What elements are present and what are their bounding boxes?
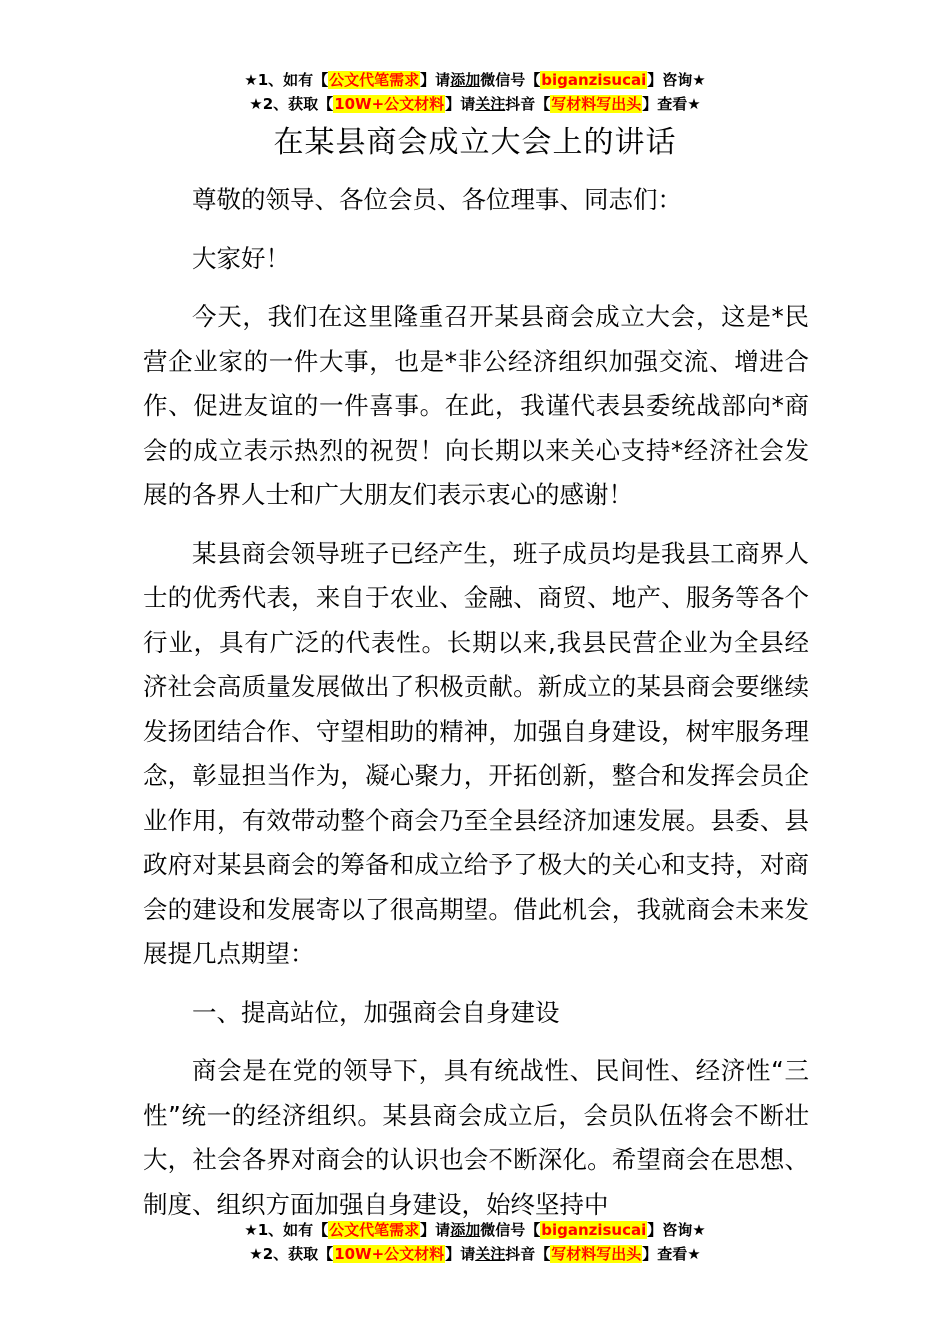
document-body: [143, 178, 809, 1241]
promo-line-1: [0, 68, 950, 92]
promo-text: ★2、获取【: [249, 95, 334, 113]
promo-highlight: 公文代笔需求: [329, 1221, 420, 1239]
promo-line-2: [0, 92, 950, 116]
promo-text: 】咨询★: [647, 1221, 706, 1239]
promo-text: ★1、如有【: [244, 71, 329, 89]
promo-text: ★1、如有【: [244, 1221, 329, 1239]
promo-text: 】咨询★: [647, 71, 706, 89]
promo-highlight-wechat-id: biganzisucai: [541, 1221, 647, 1239]
promo-text: 】请: [445, 95, 476, 113]
greeting-paragraph: 大家好！: [192, 243, 290, 273]
section-heading: 一、提高站位，加强商会自身建设: [192, 997, 560, 1027]
promo-text: 抖音【: [505, 95, 551, 113]
salutation-paragraph: 尊敬的领导、各位会员、各位理事、同志们：: [192, 185, 682, 214]
promo-text: 抖音【: [505, 1245, 551, 1263]
promo-highlight: 10W+公文材料: [334, 95, 445, 113]
promo-line-1: [0, 1218, 950, 1242]
promo-highlight: 公文代笔需求: [329, 71, 420, 89]
promo-highlight-douyin-id: 写材料写出头: [551, 95, 642, 113]
promo-text-underlined: 关注: [475, 1245, 506, 1263]
promo-highlight-douyin-id: 写材料写出头: [551, 1245, 642, 1263]
body-paragraph: 商会是在党的领导下，具有统战性、民间性、经济性“三性”统一的经济组织。某县商会成立后，会员队伍将会不断壮大，社会各界对商会的认识也会不断深化。希望商会在思想、制度、组织方面加强自身建设，始终坚持中: [143, 1056, 809, 1219]
promo-text: 】查看★: [642, 1245, 701, 1263]
promo-text-underlined: 添加: [450, 1221, 481, 1239]
promo-text: 】查看★: [642, 95, 701, 113]
body-paragraph: 今天，我们在这里隆重召开某县商会成立大会，这是*民营企业家的一件大事，也是*非公经济组织加强交流、增进合作、促进友谊的一件喜事。在此，我谨代表县委统战部向*商会的成立表示热烈的祝贺！向长期以来关心支持*经济社会发展的各界人士和广大朋友们表示衷心的感谢！: [143, 302, 809, 509]
document-title: 在某县商会成立大会上的讲话: [273, 125, 677, 160]
footer-promo-banner: [0, 1218, 950, 1266]
promo-highlight-wechat-id: biganzisucai: [541, 71, 647, 89]
promo-line-2: [0, 1242, 950, 1266]
promo-text: 】请: [445, 1245, 476, 1263]
promo-text: 】请: [420, 71, 451, 89]
promo-text-underlined: 关注: [475, 95, 506, 113]
body-paragraph: 某县商会领导班子已经产生，班子成员均是我县工商界人士的优秀代表，来自于农业、金融、商贸、地产、服务等各个行业，具有广泛的代表性。长期以来,我县民营企业为全县经济社会高质量发展做出了积极贡献。新成立的某县商会要继续发扬团结合作、守望相助的精神，加强自身建设，树牢服务理念，彰显担当作为，凝心聚力，开拓创新，整合和发挥会员企业作用，有效带动整个商会乃至全县经济加速发展。县委、县政府对某县商会的筹备和成立给予了极大的关心和支持，对商会的建设和发展寄以了很高期望。借此机会，我就商会未来发展提几点期望：: [143, 538, 809, 968]
promo-text: 】请: [420, 1221, 451, 1239]
promo-highlight: 10W+公文材料: [334, 1245, 445, 1263]
promo-text: ★2、获取【: [249, 1245, 334, 1263]
promo-text: 微信号【: [480, 1221, 541, 1239]
header-promo-banner: [0, 68, 950, 116]
promo-text: 微信号【: [480, 71, 541, 89]
promo-text-underlined: 添加: [450, 71, 481, 89]
